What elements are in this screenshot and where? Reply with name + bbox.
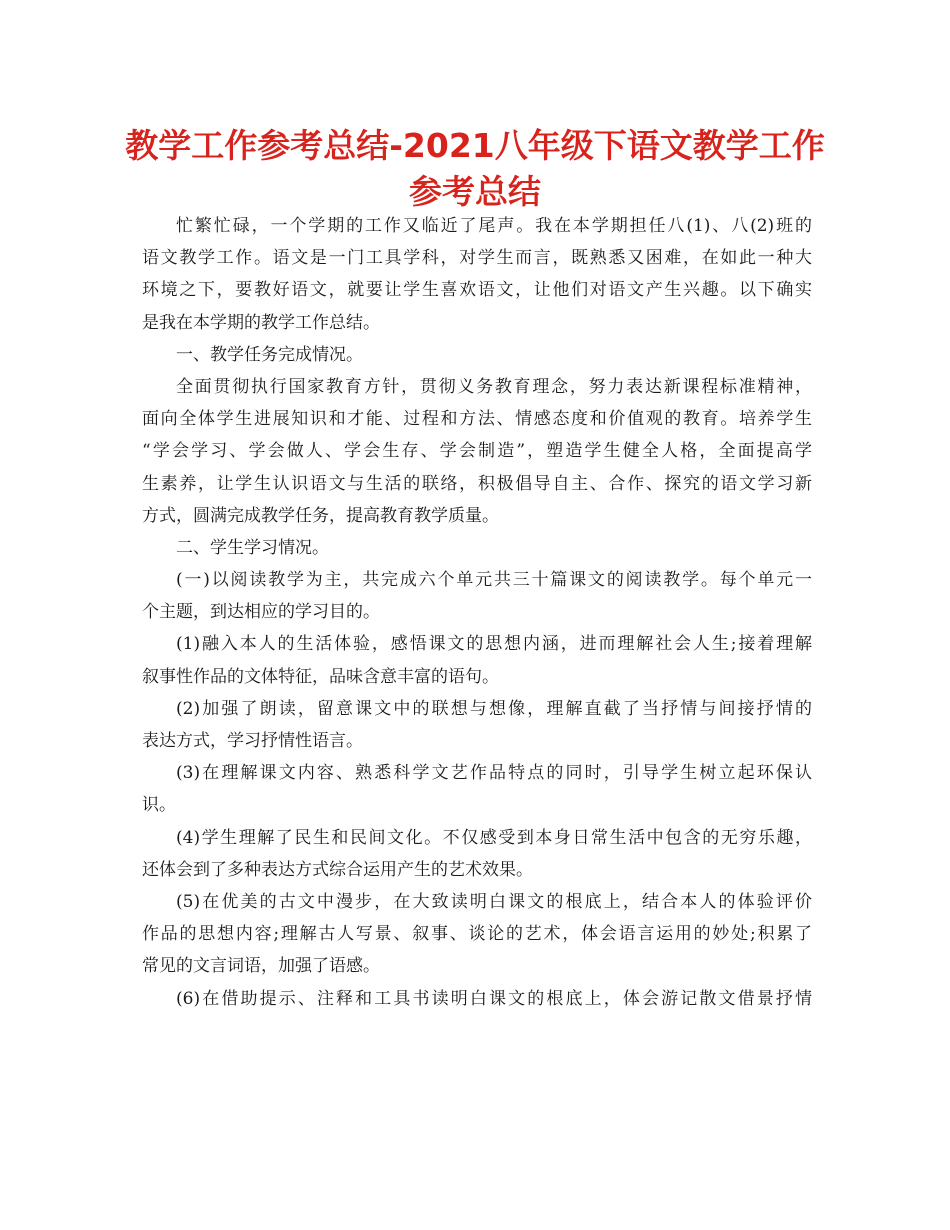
text-line: (3)在理解课文内容、熟悉科学文艺作品特点的同时，引导学生树立起环保认	[176, 763, 812, 784]
text-line: 环境之下，要教好语文，就要让学生喜欢语文，让他们对语文产生兴趣。以下确实	[142, 280, 812, 301]
text-line: (5)在优美的古文中漫步，在大致读明白课文的根底上，结合本人的体验评价	[176, 891, 812, 912]
document-title-line-1: 教学工作参考总结-2021八年级下语文教学工作	[125, 126, 825, 165]
document-title-line-2: 参考总结	[409, 172, 541, 211]
text-line: 面向全体学生进展知识和才能、过程和方法、情感态度和价值观的教育。培养学生	[142, 409, 812, 430]
text-line: 还体会到了多种表达方式综合运用产生的艺术效果。	[142, 859, 533, 880]
text-line: (4)学生理解了民生和民间文化。不仅感受到本身日常生活中包含的无穷乐趣，	[176, 827, 812, 848]
document-body	[142, 210, 812, 1015]
text-line: (2)加强了朗读，留意课文中的联想与想像，理解直截了当抒情与间接抒情的	[176, 698, 812, 719]
text-line: 识。	[142, 795, 176, 816]
text-line: 方式，圆满完成教学任务，提高教育教学质量。	[142, 505, 499, 526]
text-line: 语文教学工作。语文是一门工具学科，对学生而言，既熟悉又困难，在如此一种大	[142, 248, 812, 269]
text-line: 一、教学任务完成情况。	[176, 344, 363, 365]
text-line: (6)在借助提示、注释和工具书读明白课文的根底上，体会游记散文借景抒情	[176, 988, 812, 1009]
text-line: 表达方式，学习抒情性语言。	[142, 731, 363, 751]
text-line: 全面贯彻执行国家教育方针，贯彻义务教育理念，努力表达新课程标准精神，	[176, 376, 812, 397]
text-line: 叙事性作品的文体特征，品味含意丰富的语句。	[142, 666, 499, 687]
text-line: 个主题，到达相应的学习目的。	[142, 602, 380, 623]
text-line: (一)以阅读教学为主，共完成六个单元共三十篇课文的阅读教学。每个单元一	[176, 570, 812, 591]
text-line: (1)融入本人的生活体验，感悟课文的思想内涵，进而理解社会人生;接着理解	[176, 634, 812, 655]
text-line: 忙繁忙碌，一个学期的工作又临近了尾声。我在本学期担任八(1)、八(2)班的	[176, 216, 812, 236]
text-line: 作品的思想内容;理解古人写景、叙事、谈论的艺术，体会语言运用的妙处;积累了	[142, 924, 812, 945]
text-line: “学会学习、学会做人、学会生存、学会制造”，塑造学生健全人格，全面提高学	[142, 441, 812, 462]
text-line: 常见的文言词语，加强了语感。	[142, 956, 380, 977]
text-line: 生素养，让学生认识语文与生活的联络，积极倡导自主、合作、探究的语文学习新	[142, 473, 812, 494]
text-line: 二、学生学习情况。	[176, 537, 329, 558]
text-line: 是我在本学期的教学工作总结。	[142, 312, 380, 333]
